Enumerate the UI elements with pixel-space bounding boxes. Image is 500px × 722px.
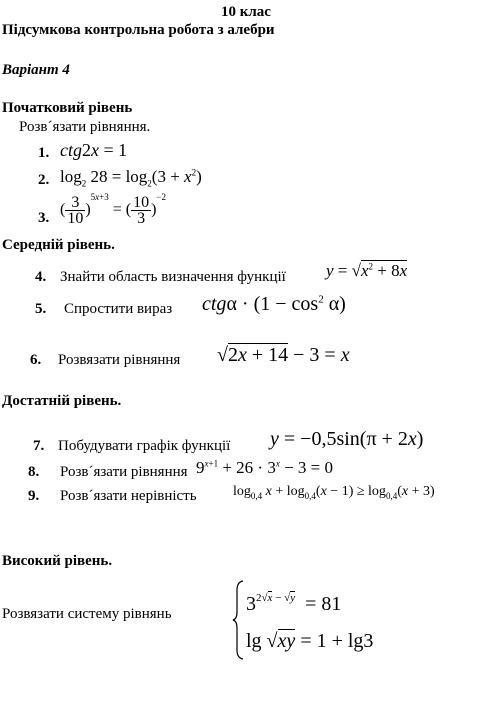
section-heading-initial: Початковий рівень — [2, 100, 133, 116]
item-number-3: 3. — [38, 210, 50, 226]
item-text-5: Спростити вираз — [64, 301, 173, 317]
item-expression-2: $\log_2 28 = \log_2(3 + x^2)$ — [60, 167, 202, 189]
page-title: Підсумкова контрольна робота з алебри — [2, 22, 275, 38]
item-text-9: Розв´язати нерівність — [60, 488, 197, 504]
system-brace — [232, 580, 244, 660]
item-number-2: 2. — [38, 172, 50, 188]
item-text-7: Побудувати графік функції — [58, 438, 231, 454]
item-expression-7: y = −0,5sin(π + 2x) — [270, 428, 424, 450]
item-text-6: Розвязати рівняння — [58, 352, 181, 368]
item-expression-6: √2x + 14 − 3 = x — [217, 344, 350, 366]
system-instruction: Розвязати систему рівнянь — [2, 606, 172, 622]
item-number-7: 7. — [33, 438, 45, 454]
item-number-1: 1. — [38, 145, 50, 161]
item-expression-5: $ctg\alpha \cdot (1 - \cos^2 \alpha)$ — [202, 293, 346, 315]
section-heading-high: Високий рівень. — [2, 553, 113, 569]
item-expression-1: ctg2x = 1 — [60, 140, 128, 160]
section-heading-middle: Середній рівень. — [2, 237, 115, 253]
section-heading-sufficient: Достатній рівень. — [2, 393, 122, 409]
system-equation-1: $3^{2√x - √y} = 81$ — [246, 592, 342, 615]
item-number-6: 6. — [30, 352, 42, 368]
item-number-9: 9. — [28, 488, 40, 504]
item-number-5: 5. — [35, 301, 47, 317]
item-expression-3: ( $\frac{3}{10}$ )$^{5x+3}$ = ( $\frac{10}{3}$ )$^{-2}$ — [60, 192, 166, 227]
item-number-4: 4. — [35, 269, 47, 285]
item-expression-8: $9^{x+1} + 26 \cdot 3^x - 3 = 0$ — [196, 458, 334, 477]
item-expression-4: $y = √x^2 + 8x$ — [326, 261, 408, 280]
item-expression-9: $\log_{0,4} x + \log_{0,4}(x - 1) \ge \log_{0,4}(x + 3)$ — [233, 484, 435, 501]
item-number-8: 8. — [28, 464, 40, 480]
item-text-4: Знайти область визначення функції — [60, 269, 286, 285]
grade-label: 10 клас — [221, 4, 271, 20]
item-text-8: Розв´язати рівняння — [60, 464, 188, 480]
variant-label: Варіант 4 — [2, 62, 70, 78]
system-equation-2: lg √xy = 1 + lg3 — [246, 630, 374, 652]
initial-instruction: Розв´язати рівняння. — [19, 119, 151, 135]
